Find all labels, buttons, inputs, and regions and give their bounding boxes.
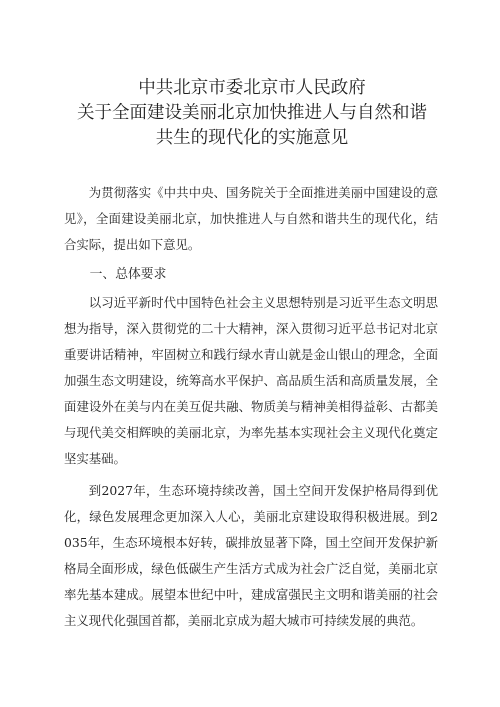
title-line-1: 中共北京市委北京市人民政府 xyxy=(138,78,366,98)
section-heading-general-requirements: 一、总体要求 xyxy=(89,267,167,282)
intro-paragraph: 为贯彻落实《中共中央、国务院关于全面推进美丽中国建设的意见》，全面建设美丽北京，加快推进人与自然和谐共生的现代化，结合实际，提出如下意见。 xyxy=(64,185,438,252)
guiding-principle-paragraph: 以习近平新时代中国特色社会主义思想特别是习近平生态文明思想为指导，深入贯彻党的二十大精神，深入贯彻习近平总书记对北京重要讲话精神，牢固树立和践行绿水青山就是金山银山的理念，全面加强生态文明建设，统筹高水平保护、高品质生活和高质量发展，全面建设外在美与内在美互促共融、物质美与精神美相得益彰、古都美与现代美交相辉映的美丽北京，为率先基本实现社会主义现代化奠定坚实基础。 xyxy=(64,295,438,466)
title-line-3: 共生的现代化的实施意见 xyxy=(155,128,349,148)
document-title xyxy=(64,76,438,151)
title-line-2: 关于全面建设美丽北京加快推进人与自然和谐 xyxy=(77,103,427,123)
goals-paragraph: 到2027年，生态环境持续改善，国土空间开发保护格局得到优化，绿色发展理念更加深入人心，美丽北京建设取得积极进展。到2035年，生态环境根本好转，碳排放显著下降，国土空间开发保护新格局全面形成，绿色低碳生产生活方式成为社会广泛自觉，美丽北京率先基本建成。展望本世纪中叶，建成富强民主文明和谐美丽的社会主义现代化强国首都，美丽北京成为超大城市可持续发展的典范。 xyxy=(64,483,438,628)
